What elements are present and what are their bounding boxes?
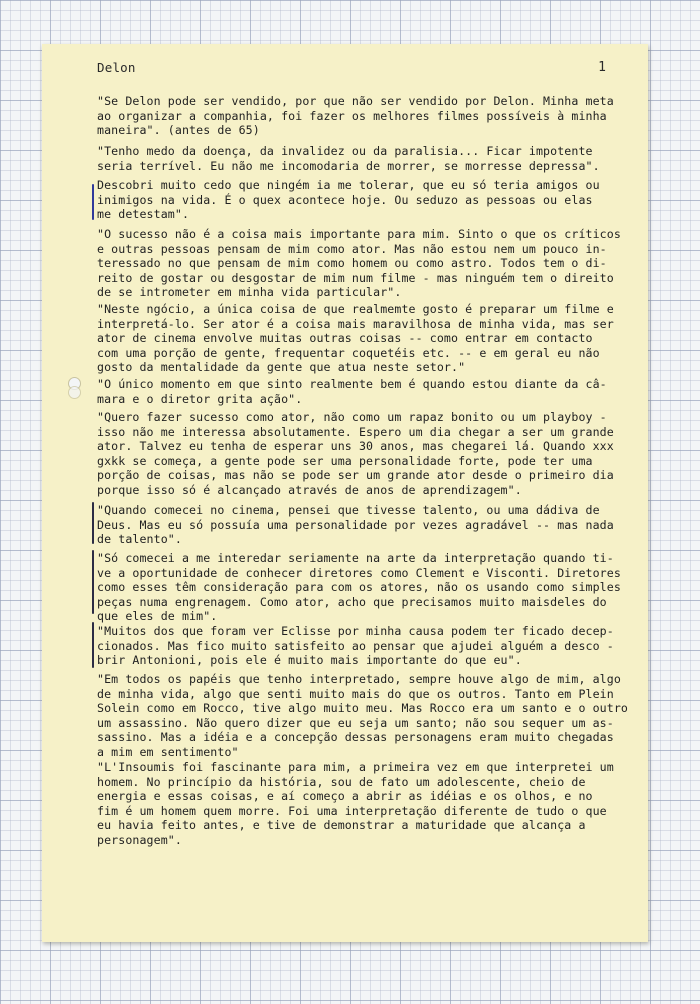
text-line: personagem". bbox=[97, 832, 182, 847]
text-line: "L'Insoumis foi fascinante para mim, a primeira vez em que interpretei um bbox=[97, 760, 614, 774]
paragraph bbox=[97, 503, 627, 547]
text-line: de minha vida, algo que senti muito mais do que os outros. Tanto em Plein bbox=[97, 686, 614, 701]
text-line: cionados. Mas fico muito satisfeito ao pensar que ajudei alguém a desco - bbox=[97, 638, 614, 653]
text-line: "Tenho medo da doença, da invalidez ou da paralisia... Ficar impotente bbox=[97, 144, 593, 158]
text-line: gxkk se começa, a gente pode ser uma personalidade forte, pode ter uma bbox=[97, 453, 593, 468]
margin-mark bbox=[92, 550, 94, 614]
text-line: porque isso só é alcançado através de anos de aprendizagem". bbox=[97, 482, 522, 497]
text-line: "O sucesso não é a coisa mais importante para mim. Sinto o que os críticos bbox=[97, 227, 621, 241]
text-line: porção de coisas, mas não se pode ser um grande ator desde o primeiro dia bbox=[97, 468, 614, 483]
text-line: a mim em sentimento" bbox=[97, 744, 239, 759]
text-line: como esses têm consideração para com os atores, não os usando como simples bbox=[97, 580, 621, 595]
text-line: "Se Delon pode ser vendido, por que não ser vendido por Delon. Minha meta bbox=[97, 94, 614, 108]
text-line: ao organizar a companhia, foi fazer os melhores filmes possíveis à minha bbox=[97, 108, 607, 123]
text-line: mara e o diretor grita ação". bbox=[97, 391, 303, 406]
text-line: homem. No princípio da história, sou de fato um adolescente, cheio de bbox=[97, 774, 586, 789]
text-line: de talento". bbox=[97, 532, 182, 547]
text-line: ator de cinema envolve muitas outras coisas -- como entrar em contacto bbox=[97, 331, 593, 346]
margin-mark bbox=[92, 502, 94, 544]
paragraph bbox=[97, 302, 627, 375]
text-line: isso não me interessa absolutamente. Espero um dia chegar a ser um grande bbox=[97, 424, 614, 439]
paragraph bbox=[97, 227, 627, 300]
text-line: "Quando comecei no cinema, pensei que tivesse talento, ou uma dádiva de bbox=[97, 503, 600, 517]
paragraph bbox=[97, 672, 627, 760]
paragraph bbox=[97, 377, 627, 406]
text-line: sassino. Mas a idéia e a concepção dessas personagens eram muito chegadas bbox=[97, 730, 614, 745]
text-line: "Só comecei a me interedar seriamente na arte da interpretação quando ti- bbox=[97, 551, 614, 565]
text-line: ve a oportunidade de conhecer diretores como Clement e Visconti. Diretores bbox=[97, 565, 621, 580]
text-line: que eles de mim". bbox=[97, 609, 218, 624]
text-line: Descobri muito cedo que ningém ia me tolerar, que eu só teria amigos ou bbox=[97, 178, 600, 192]
paragraph bbox=[97, 760, 627, 848]
text-line: Solein como em Rocco, tive algo muito meu. Mas Rocco era um santo e o outro bbox=[97, 701, 629, 716]
margin-mark bbox=[92, 184, 94, 220]
text-line: "Muitos dos que foram ver Eclisse por minha causa podem ter ficado decep- bbox=[97, 624, 614, 638]
text-line: Deus. Mas eu só possuía uma personalidade por vezes agradável -- mas nada bbox=[97, 517, 614, 532]
text-line: maneira". (antes de 65) bbox=[97, 123, 260, 138]
text-line: peças numa engrenagem. Como ator, acho que precisamos muito maisdeles do bbox=[97, 594, 607, 609]
text-line: teressado no que pensam de mim como homem ou como astro. Todos tem o di- bbox=[97, 256, 607, 271]
page-number: 1 bbox=[598, 60, 606, 75]
text-line: gosto da mentalidade da gente que atua neste setor." bbox=[97, 360, 466, 375]
paragraph bbox=[97, 551, 627, 624]
text-line: brir Antonioni, pois ele é muito mais importante do que eu". bbox=[97, 653, 522, 668]
typewritten-page bbox=[42, 44, 648, 942]
text-line: com uma porção de gente, frequentar coquetéis etc. -- e em geral eu não bbox=[97, 345, 600, 360]
text-line: um assassino. Não quero dizer que eu seja um santo; não sou sequer um as- bbox=[97, 715, 614, 730]
paragraph bbox=[97, 178, 627, 222]
text-line: ator. Talvez eu tenha de esperar uns 30 anos, mas chegarei lá. Quando xxx bbox=[97, 439, 614, 454]
text-line: "Neste ngócio, a única coisa de que realmemte gosto é preparar um filme e bbox=[97, 302, 614, 316]
text-line: "O único momento em que sinto realmente bem é quando estou diante da câ- bbox=[97, 377, 607, 391]
text-line: reito de gostar ou desgostar de mim num filme - mas ninguém tem o direito bbox=[97, 270, 614, 285]
text-line: interpretá-lo. Ser ator é a coisa mais maravilhosa de minha vida, mas ser bbox=[97, 316, 614, 331]
text-line: inimigos na vida. É o quex acontece hoje. Ou seduzo as pessoas ou elas bbox=[97, 192, 593, 207]
text-line: e outras pessoas pensam de mim como ator. Mas não estou nem um pouco in- bbox=[97, 241, 607, 256]
text-line: de se intrometer em minha vida particular". bbox=[97, 285, 402, 300]
paragraph bbox=[97, 144, 627, 173]
margin-mark bbox=[92, 622, 94, 668]
text-line: seria terrível. Eu não me incomodaria de morrer, se morresse depressa". bbox=[97, 158, 600, 173]
text-line: energia e essas coisas, e aí começo a abrir as idéias e os olhos, e no bbox=[97, 789, 593, 804]
text-line: fim é um homem quem morre. Foi uma interpretação diferente de tudo o que bbox=[97, 803, 607, 818]
text-line: "Em todos os papéis que tenho interpretado, sempre houve algo de mim, algo bbox=[97, 672, 621, 686]
paragraph bbox=[97, 410, 627, 498]
paragraph bbox=[97, 94, 627, 138]
page-header: Delon bbox=[97, 60, 136, 75]
paragraph bbox=[97, 624, 627, 668]
text-line: eu havia feito antes, e tive de demonstrar a maturidade que alcança a bbox=[97, 818, 586, 833]
text-line: "Quero fazer sucesso como ator, não como um rapaz bonito ou um playboy - bbox=[97, 410, 607, 424]
text-line: me detestam". bbox=[97, 207, 190, 222]
punch-hole bbox=[68, 386, 81, 399]
